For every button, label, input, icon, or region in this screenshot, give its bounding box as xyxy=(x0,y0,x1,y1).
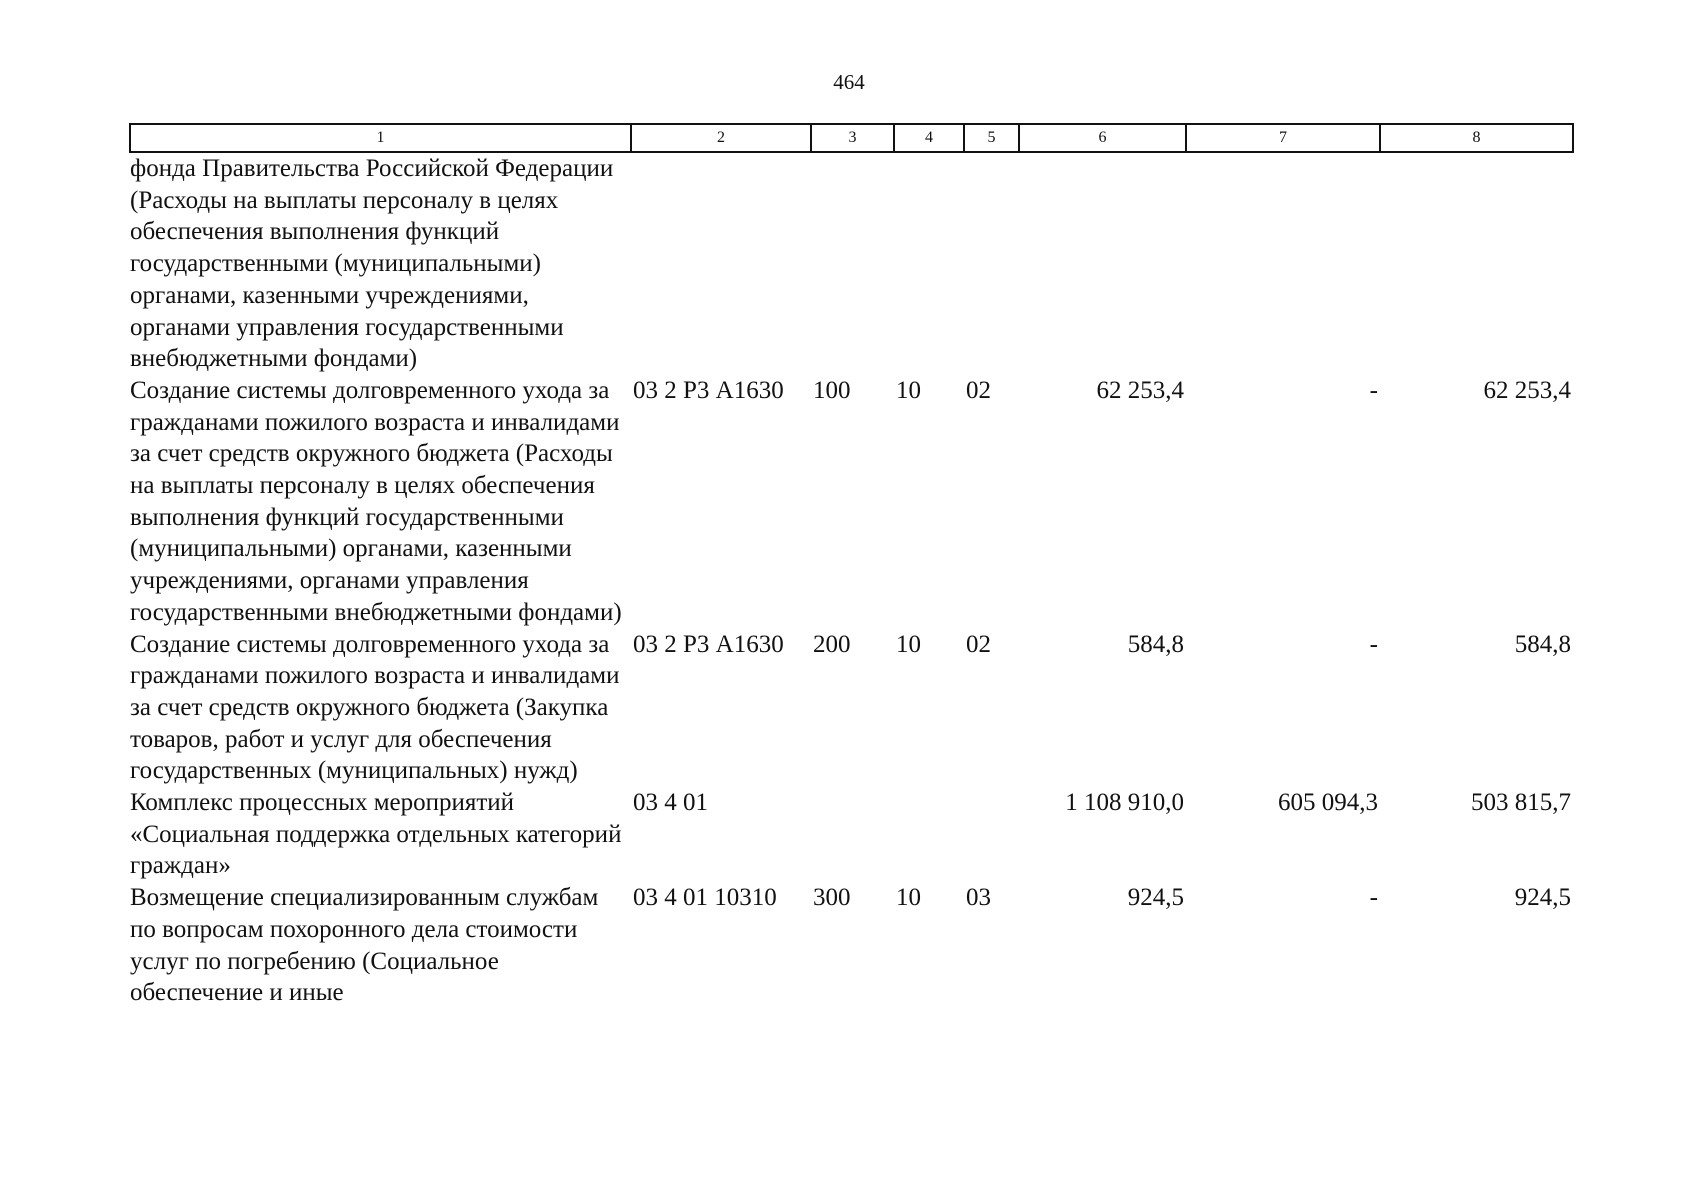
row-code: 03 2 Р3 А1630 xyxy=(633,376,784,404)
header-col-2: 2 xyxy=(631,124,811,152)
table-row xyxy=(130,375,1573,629)
table-row xyxy=(130,787,1573,882)
row-regional: 924,5 xyxy=(1514,884,1571,912)
row-vr: 100 xyxy=(813,376,851,404)
row-rz: 10 xyxy=(896,630,921,658)
header-col-4: 4 xyxy=(894,124,964,152)
table-body xyxy=(130,152,1573,1009)
table-row xyxy=(130,152,1573,375)
row-name: Создание системы долговременного ухода за гражданами пожилого возраста и инвалидами за счет средств окружного бюджета (Закупка товаров, работ и услуг для обеспечения государственных (муниципальных) нужд) xyxy=(130,630,620,785)
table-header xyxy=(130,124,1573,152)
header-col-6: 6 xyxy=(1019,124,1186,152)
row-total: 1 108 910,0 xyxy=(1065,789,1184,817)
row-regional xyxy=(1380,152,1573,375)
row-regional: 503 815,7 xyxy=(1471,789,1571,817)
header-row xyxy=(130,124,1573,152)
row-pr: 02 xyxy=(966,630,991,658)
row-pr: 03 xyxy=(966,884,991,912)
row-vr xyxy=(811,152,894,375)
row-total: 584,8 xyxy=(1127,630,1184,658)
budget-table xyxy=(129,123,1574,1009)
row-rz: 10 xyxy=(896,884,921,912)
row-code: 03 4 01 10310 xyxy=(633,884,777,912)
row-code xyxy=(631,152,811,375)
row-federal: 605 094,3 xyxy=(1278,789,1378,817)
row-vr: 200 xyxy=(813,630,851,658)
row-pr xyxy=(964,152,1019,375)
row-federal: - xyxy=(1369,884,1378,912)
row-pr xyxy=(964,787,1019,882)
row-vr: 300 xyxy=(813,884,851,912)
row-vr xyxy=(811,787,894,882)
row-code: 03 4 01 xyxy=(633,789,708,817)
row-total xyxy=(1019,152,1186,375)
header-col-1: 1 xyxy=(130,124,631,152)
row-name: фонда Правительства Российской Федерации (Расходы на выплаты персоналу в целях обеспечения выполнения функций государственными (муниципальными) органами, казенными учреждениями, органами управления государственными внебюджетными фондами) xyxy=(130,155,614,373)
table-row xyxy=(130,629,1573,788)
row-total: 924,5 xyxy=(1127,884,1184,912)
row-pr: 02 xyxy=(966,376,991,404)
header-col-5: 5 xyxy=(964,124,1019,152)
row-regional: 584,8 xyxy=(1514,630,1571,658)
row-name: Комплекс процессных мероприятий «Социальная поддержка отдельных категорий граждан» xyxy=(130,789,622,880)
row-rz xyxy=(894,787,964,882)
row-name: Создание системы долговременного ухода за гражданами пожилого возраста и инвалидами за счет средств окружного бюджета (Расходы на выплаты персоналу в целях обеспечения выполнения функций государственными (муниципальными) органами, казенными учреждениями, органами управления государственными внебюджетными фондами) xyxy=(130,376,622,626)
row-code: 03 2 Р3 А1630 xyxy=(633,630,784,658)
row-federal: - xyxy=(1369,376,1378,404)
header-col-8: 8 xyxy=(1380,124,1573,152)
table-row xyxy=(130,882,1573,1009)
row-rz: 10 xyxy=(896,376,921,404)
header-col-7: 7 xyxy=(1186,124,1380,152)
row-regional: 62 253,4 xyxy=(1483,376,1571,404)
row-federal xyxy=(1186,152,1380,375)
header-col-3: 3 xyxy=(811,124,894,152)
row-federal: - xyxy=(1369,630,1378,658)
page-number: 464 xyxy=(833,70,865,94)
row-rz xyxy=(894,152,964,375)
row-total: 62 253,4 xyxy=(1096,376,1184,404)
row-name: Возмещение специализированным службам по вопросам похоронного дела стоимости услуг по погребению (Социальное обеспечение и иные xyxy=(130,884,599,1007)
